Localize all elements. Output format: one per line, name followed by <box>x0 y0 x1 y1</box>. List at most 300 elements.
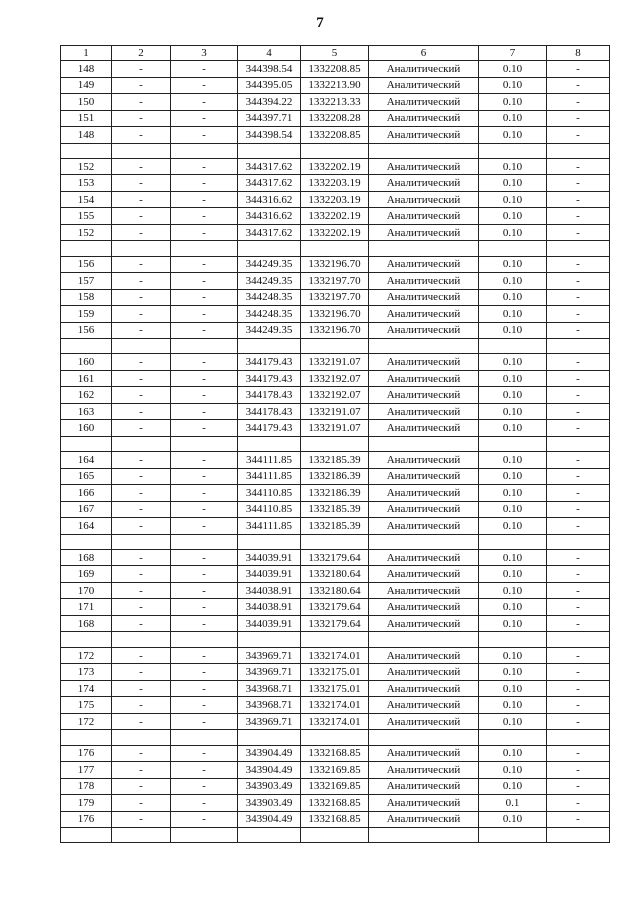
col3-cell: - <box>171 208 238 225</box>
method-cell <box>369 143 479 158</box>
y-coordinate-cell: 1332185.39 <box>301 501 369 518</box>
header-row <box>61 46 610 61</box>
accuracy-cell: 0.10 <box>479 778 547 795</box>
y-coordinate-cell: 1332191.07 <box>301 403 369 420</box>
col3-cell: - <box>171 77 238 94</box>
point-number-cell: 175 <box>61 697 112 714</box>
y-coordinate-cell: 1332192.07 <box>301 387 369 404</box>
method-cell: Аналитический <box>369 647 479 664</box>
method-cell: Аналитический <box>369 713 479 730</box>
y-coordinate-cell: 1332168.85 <box>301 795 369 812</box>
x-coordinate-cell: 344317.62 <box>238 158 301 175</box>
col2-cell <box>112 143 171 158</box>
accuracy-cell: 0.10 <box>479 664 547 681</box>
accuracy-cell: 0.10 <box>479 468 547 485</box>
col3-cell: - <box>171 403 238 420</box>
accuracy-cell: 0.10 <box>479 175 547 192</box>
method-cell: Аналитический <box>369 110 479 127</box>
y-coordinate-cell: 1332196.70 <box>301 256 369 273</box>
separator-row <box>61 730 610 745</box>
accuracy-cell <box>479 143 547 158</box>
y-coordinate-cell: 1332175.01 <box>301 664 369 681</box>
table-row <box>61 256 610 273</box>
method-cell: Аналитический <box>369 77 479 94</box>
accuracy-cell: 0.10 <box>479 549 547 566</box>
y-coordinate-cell <box>301 339 369 354</box>
accuracy-cell: 0.10 <box>479 354 547 371</box>
col2-cell: - <box>112 811 171 828</box>
col3-cell: - <box>171 713 238 730</box>
col3-cell: - <box>171 420 238 437</box>
col3-cell: - <box>171 615 238 632</box>
separator-row <box>61 632 610 647</box>
table-row <box>61 306 610 323</box>
col2-cell: - <box>112 354 171 371</box>
separator-row <box>61 534 610 549</box>
x-coordinate-cell: 344394.22 <box>238 94 301 111</box>
y-coordinate-cell: 1332202.19 <box>301 158 369 175</box>
accuracy-cell: 0.10 <box>479 501 547 518</box>
y-coordinate-cell: 1332174.01 <box>301 647 369 664</box>
col3-cell: - <box>171 518 238 535</box>
point-number-cell: 172 <box>61 647 112 664</box>
col2-cell: - <box>112 191 171 208</box>
x-coordinate-cell: 344039.91 <box>238 615 301 632</box>
x-coordinate-cell: 344398.54 <box>238 61 301 78</box>
y-coordinate-cell: 1332192.07 <box>301 370 369 387</box>
table-row <box>61 403 610 420</box>
col3-cell: - <box>171 289 238 306</box>
col3-cell <box>171 339 238 354</box>
y-coordinate-cell: 1332179.64 <box>301 549 369 566</box>
accuracy-cell: 0.10 <box>479 518 547 535</box>
separator-row <box>61 339 610 354</box>
col3-cell: - <box>171 452 238 469</box>
table-row <box>61 354 610 371</box>
col8-cell: - <box>547 322 610 339</box>
point-number-cell: 158 <box>61 289 112 306</box>
y-coordinate-cell <box>301 534 369 549</box>
col3-cell: - <box>171 599 238 616</box>
col3-cell: - <box>171 795 238 812</box>
y-coordinate-cell: 1332191.07 <box>301 420 369 437</box>
col2-cell: - <box>112 615 171 632</box>
x-coordinate-cell: 344316.62 <box>238 208 301 225</box>
table-row <box>61 713 610 730</box>
page-number: 7 <box>316 15 324 31</box>
x-coordinate-cell: 344111.85 <box>238 468 301 485</box>
col8-cell: - <box>547 452 610 469</box>
method-cell: Аналитический <box>369 697 479 714</box>
table-row <box>61 61 610 78</box>
col8-cell <box>547 339 610 354</box>
point-number-cell: 159 <box>61 306 112 323</box>
col3-cell <box>171 534 238 549</box>
x-coordinate-cell: 344248.35 <box>238 289 301 306</box>
col8-cell: - <box>547 208 610 225</box>
table-row <box>61 664 610 681</box>
method-cell: Аналитический <box>369 518 479 535</box>
col2-cell <box>112 436 171 451</box>
col3-cell: - <box>171 273 238 290</box>
col8-cell: - <box>547 289 610 306</box>
accuracy-cell: 0.10 <box>479 306 547 323</box>
accuracy-cell: 0.10 <box>479 566 547 583</box>
accuracy-cell <box>479 632 547 647</box>
table-row <box>61 322 610 339</box>
accuracy-cell <box>479 534 547 549</box>
table-row <box>61 549 610 566</box>
table-row <box>61 208 610 225</box>
point-number-cell: 168 <box>61 615 112 632</box>
col8-cell: - <box>547 647 610 664</box>
col8-cell: - <box>547 387 610 404</box>
method-cell: Аналитический <box>369 795 479 812</box>
col3-cell: - <box>171 94 238 111</box>
table-row <box>61 485 610 502</box>
col2-cell <box>112 339 171 354</box>
y-coordinate-cell: 1332197.70 <box>301 289 369 306</box>
col3-cell <box>171 730 238 745</box>
col8-cell: - <box>547 713 610 730</box>
method-cell: Аналитический <box>369 566 479 583</box>
y-coordinate-cell: 1332168.85 <box>301 745 369 762</box>
col8-cell: - <box>547 680 610 697</box>
accuracy-cell: 0.10 <box>479 713 547 730</box>
accuracy-cell: 0.10 <box>479 745 547 762</box>
y-coordinate-cell: 1332213.90 <box>301 77 369 94</box>
x-coordinate-cell: 344038.91 <box>238 582 301 599</box>
x-coordinate-cell: 344038.91 <box>238 599 301 616</box>
method-cell: Аналитический <box>369 289 479 306</box>
column-header: 2 <box>112 46 171 61</box>
point-number-cell: 165 <box>61 468 112 485</box>
point-number-cell: 173 <box>61 664 112 681</box>
method-cell: Аналитический <box>369 485 479 502</box>
separator-row <box>61 828 610 843</box>
col2-cell: - <box>112 647 171 664</box>
method-cell: Аналитический <box>369 370 479 387</box>
method-cell: Аналитический <box>369 94 479 111</box>
col3-cell: - <box>171 582 238 599</box>
x-coordinate-cell: 344111.85 <box>238 452 301 469</box>
table-row <box>61 387 610 404</box>
accuracy-cell: 0.10 <box>479 647 547 664</box>
accuracy-cell <box>479 436 547 451</box>
col8-cell <box>547 241 610 256</box>
table-row <box>61 501 610 518</box>
method-cell: Аналитический <box>369 501 479 518</box>
point-number-cell <box>61 339 112 354</box>
accuracy-cell: 0.10 <box>479 697 547 714</box>
col8-cell: - <box>547 61 610 78</box>
col8-cell <box>547 730 610 745</box>
accuracy-cell: 0.1 <box>479 795 547 812</box>
separator-row <box>61 241 610 256</box>
point-number-cell: 148 <box>61 127 112 144</box>
method-cell: Аналитический <box>369 61 479 78</box>
x-coordinate-cell <box>238 436 301 451</box>
method-cell: Аналитический <box>369 273 479 290</box>
accuracy-cell: 0.10 <box>479 256 547 273</box>
y-coordinate-cell: 1332213.33 <box>301 94 369 111</box>
column-header: 8 <box>547 46 610 61</box>
column-header: 3 <box>171 46 238 61</box>
table-row <box>61 289 610 306</box>
method-cell: Аналитический <box>369 208 479 225</box>
table-row <box>61 127 610 144</box>
point-number-cell: 169 <box>61 566 112 583</box>
col8-cell: - <box>547 501 610 518</box>
x-coordinate-cell: 344111.85 <box>238 518 301 535</box>
col8-cell: - <box>547 518 610 535</box>
method-cell: Аналитический <box>369 354 479 371</box>
col8-cell: - <box>547 127 610 144</box>
column-header: 6 <box>369 46 479 61</box>
col8-cell: - <box>547 306 610 323</box>
y-coordinate-cell <box>301 828 369 843</box>
method-cell <box>369 339 479 354</box>
col2-cell: - <box>112 795 171 812</box>
x-coordinate-cell: 344178.43 <box>238 387 301 404</box>
col8-cell: - <box>547 403 610 420</box>
col8-cell: - <box>547 224 610 241</box>
col2-cell: - <box>112 582 171 599</box>
col3-cell <box>171 143 238 158</box>
table-row <box>61 158 610 175</box>
y-coordinate-cell: 1332180.64 <box>301 582 369 599</box>
method-cell: Аналитический <box>369 762 479 779</box>
col2-cell: - <box>112 420 171 437</box>
point-number-cell <box>61 143 112 158</box>
table-row <box>61 566 610 583</box>
table-row <box>61 745 610 762</box>
table-row <box>61 224 610 241</box>
col3-cell: - <box>171 387 238 404</box>
col2-cell: - <box>112 485 171 502</box>
method-cell: Аналитический <box>369 549 479 566</box>
x-coordinate-cell: 343904.49 <box>238 762 301 779</box>
coordinates-table <box>60 45 610 843</box>
col3-cell: - <box>171 778 238 795</box>
point-number-cell: 179 <box>61 795 112 812</box>
method-cell: Аналитический <box>369 664 479 681</box>
x-coordinate-cell: 343904.49 <box>238 811 301 828</box>
x-coordinate-cell: 343904.49 <box>238 745 301 762</box>
col3-cell: - <box>171 680 238 697</box>
table-row <box>61 191 610 208</box>
x-coordinate-cell: 343903.49 <box>238 778 301 795</box>
col3-cell: - <box>171 762 238 779</box>
method-cell: Аналитический <box>369 420 479 437</box>
point-number-cell: 170 <box>61 582 112 599</box>
col8-cell: - <box>547 811 610 828</box>
method-cell: Аналитический <box>369 306 479 323</box>
y-coordinate-cell: 1332203.19 <box>301 191 369 208</box>
x-coordinate-cell: 344317.62 <box>238 224 301 241</box>
table-row <box>61 518 610 535</box>
x-coordinate-cell <box>238 143 301 158</box>
column-header: 4 <box>238 46 301 61</box>
y-coordinate-cell: 1332175.01 <box>301 680 369 697</box>
method-cell: Аналитический <box>369 745 479 762</box>
col3-cell: - <box>171 549 238 566</box>
y-coordinate-cell: 1332197.70 <box>301 273 369 290</box>
y-coordinate-cell: 1332169.85 <box>301 762 369 779</box>
table-row <box>61 175 610 192</box>
col2-cell <box>112 632 171 647</box>
x-coordinate-cell: 343969.71 <box>238 713 301 730</box>
point-number-cell: 176 <box>61 745 112 762</box>
col3-cell: - <box>171 370 238 387</box>
col2-cell: - <box>112 778 171 795</box>
y-coordinate-cell: 1332174.01 <box>301 713 369 730</box>
col3-cell: - <box>171 127 238 144</box>
col8-cell: - <box>547 615 610 632</box>
x-coordinate-cell <box>238 241 301 256</box>
point-number-cell: 163 <box>61 403 112 420</box>
accuracy-cell: 0.10 <box>479 191 547 208</box>
accuracy-cell: 0.10 <box>479 420 547 437</box>
col8-cell: - <box>547 420 610 437</box>
x-coordinate-cell: 344316.62 <box>238 191 301 208</box>
col8-cell: - <box>547 762 610 779</box>
col3-cell: - <box>171 745 238 762</box>
separator-row <box>61 143 610 158</box>
col8-cell <box>547 143 610 158</box>
col2-cell <box>112 828 171 843</box>
table-row <box>61 273 610 290</box>
y-coordinate-cell: 1332180.64 <box>301 566 369 583</box>
table-row <box>61 420 610 437</box>
point-number-cell: 161 <box>61 370 112 387</box>
method-cell <box>369 632 479 647</box>
point-number-cell: 178 <box>61 778 112 795</box>
point-number-cell <box>61 632 112 647</box>
col2-cell: - <box>112 370 171 387</box>
method-cell: Аналитический <box>369 224 479 241</box>
col2-cell: - <box>112 61 171 78</box>
accuracy-cell: 0.10 <box>479 485 547 502</box>
x-coordinate-cell: 344039.91 <box>238 549 301 566</box>
x-coordinate-cell <box>238 339 301 354</box>
y-coordinate-cell <box>301 436 369 451</box>
col3-cell: - <box>171 110 238 127</box>
point-number-cell: 171 <box>61 599 112 616</box>
point-number-cell: 166 <box>61 485 112 502</box>
accuracy-cell: 0.10 <box>479 289 547 306</box>
x-coordinate-cell <box>238 534 301 549</box>
x-coordinate-cell: 343969.71 <box>238 664 301 681</box>
x-coordinate-cell: 344317.62 <box>238 175 301 192</box>
accuracy-cell: 0.10 <box>479 224 547 241</box>
method-cell <box>369 828 479 843</box>
col2-cell: - <box>112 94 171 111</box>
point-number-cell: 152 <box>61 224 112 241</box>
col3-cell: - <box>171 566 238 583</box>
x-coordinate-cell: 344179.43 <box>238 420 301 437</box>
col8-cell: - <box>547 566 610 583</box>
y-coordinate-cell: 1332202.19 <box>301 224 369 241</box>
col3-cell <box>171 828 238 843</box>
y-coordinate-cell: 1332208.85 <box>301 127 369 144</box>
accuracy-cell: 0.10 <box>479 370 547 387</box>
column-header: 7 <box>479 46 547 61</box>
method-cell: Аналитический <box>369 322 479 339</box>
table-row <box>61 452 610 469</box>
col3-cell: - <box>171 664 238 681</box>
method-cell <box>369 730 479 745</box>
point-number-cell: 150 <box>61 94 112 111</box>
y-coordinate-cell: 1332174.01 <box>301 697 369 714</box>
col8-cell: - <box>547 256 610 273</box>
accuracy-cell <box>479 828 547 843</box>
point-number-cell: 157 <box>61 273 112 290</box>
col3-cell: - <box>171 322 238 339</box>
accuracy-cell: 0.10 <box>479 273 547 290</box>
col2-cell: - <box>112 322 171 339</box>
col3-cell <box>171 632 238 647</box>
table-row <box>61 94 610 111</box>
point-number-cell <box>61 241 112 256</box>
x-coordinate-cell: 344398.54 <box>238 127 301 144</box>
table-row <box>61 811 610 828</box>
x-coordinate-cell: 344179.43 <box>238 370 301 387</box>
accuracy-cell <box>479 241 547 256</box>
point-number-cell: 168 <box>61 549 112 566</box>
method-cell: Аналитический <box>369 468 479 485</box>
col2-cell: - <box>112 306 171 323</box>
x-coordinate-cell: 344249.35 <box>238 322 301 339</box>
col2-cell: - <box>112 387 171 404</box>
x-coordinate-cell: 344110.85 <box>238 501 301 518</box>
table-row <box>61 795 610 812</box>
table-row <box>61 599 610 616</box>
col8-cell: - <box>547 778 610 795</box>
col2-cell: - <box>112 697 171 714</box>
method-cell: Аналитический <box>369 127 479 144</box>
col2-cell: - <box>112 110 171 127</box>
y-coordinate-cell: 1332185.39 <box>301 452 369 469</box>
point-number-cell: 151 <box>61 110 112 127</box>
method-cell: Аналитический <box>369 582 479 599</box>
col8-cell: - <box>547 77 610 94</box>
accuracy-cell: 0.10 <box>479 110 547 127</box>
col3-cell: - <box>171 811 238 828</box>
col2-cell: - <box>112 680 171 697</box>
col2-cell: - <box>112 713 171 730</box>
y-coordinate-cell: 1332208.28 <box>301 110 369 127</box>
method-cell: Аналитический <box>369 256 479 273</box>
accuracy-cell: 0.10 <box>479 762 547 779</box>
accuracy-cell: 0.10 <box>479 387 547 404</box>
column-header: 1 <box>61 46 112 61</box>
x-coordinate-cell <box>238 730 301 745</box>
col2-cell: - <box>112 468 171 485</box>
table-row <box>61 697 610 714</box>
col2-cell <box>112 241 171 256</box>
col3-cell: - <box>171 501 238 518</box>
y-coordinate-cell <box>301 143 369 158</box>
column-header: 5 <box>301 46 369 61</box>
point-number-cell: 160 <box>61 420 112 437</box>
y-coordinate-cell: 1332185.39 <box>301 518 369 535</box>
col2-cell: - <box>112 273 171 290</box>
col2-cell: - <box>112 208 171 225</box>
col2-cell: - <box>112 599 171 616</box>
col3-cell: - <box>171 158 238 175</box>
col8-cell <box>547 436 610 451</box>
